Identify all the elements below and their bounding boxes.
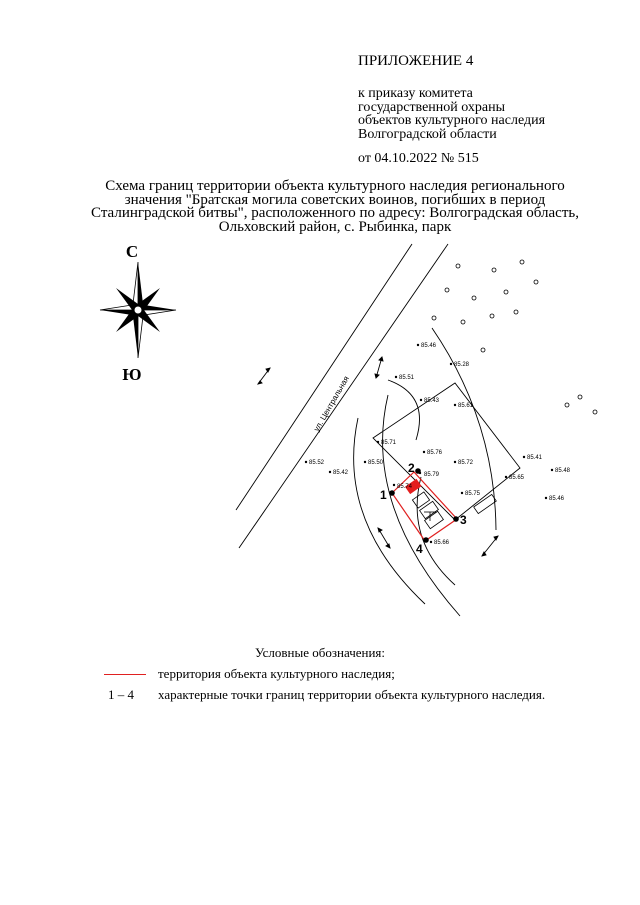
elevation-label: 85.48 xyxy=(555,468,571,474)
elevation-label: 85.75 xyxy=(465,491,481,497)
elevation-label: 85.74 xyxy=(397,484,413,490)
elevation-label: 85.41 xyxy=(527,455,543,461)
elevation-label: 85.61 xyxy=(458,403,474,409)
elevation-label: 85.52 xyxy=(309,460,325,466)
elevation-label: 85.51 xyxy=(399,375,415,381)
elevation-label: 85.71 xyxy=(381,440,397,446)
boundary-point-label: 2 xyxy=(408,461,415,475)
order-line: к приказу комитета xyxy=(358,86,473,101)
elevation-label: 85.79 xyxy=(424,472,440,478)
scheme-title-line: Ольховский район, с. Рыбинка, парк xyxy=(218,218,452,235)
compass-south-label: Ю xyxy=(122,365,142,384)
legend-points-code: 1 – 4 xyxy=(108,687,134,702)
compass-rose-icon xyxy=(100,242,176,384)
legend-title: Условные обозначения: xyxy=(254,645,386,660)
order-date: от 04.10.2022 № 515 xyxy=(358,151,479,166)
elevation-label: 85.66 xyxy=(434,540,450,546)
elevation-label: 85.46 xyxy=(421,343,437,349)
street-lines xyxy=(236,244,448,548)
street-label: ул. Центральная xyxy=(311,374,351,433)
park-outline xyxy=(373,383,520,520)
compass-north-label: С xyxy=(125,242,139,261)
boundary-point-label: 1 xyxy=(380,488,387,502)
elevation-label: 85.50 xyxy=(368,460,384,466)
boundary-points xyxy=(389,468,459,543)
legend-boundary-text: территория объекта культурного наследия; xyxy=(158,666,395,681)
appendix-title: ПРИЛОЖЕНИЕ 4 xyxy=(358,53,474,69)
elevation-label: 85.46 xyxy=(549,496,565,502)
order-line: государственной охраны xyxy=(358,99,506,115)
elevation-label: 85.76 xyxy=(427,450,443,456)
tree-markers xyxy=(432,260,597,414)
scheme-title-line: Схема границ территории объекта культурного наследия регионального xyxy=(105,178,565,194)
elevation-label: 85.43 xyxy=(424,398,440,404)
protected-boundary xyxy=(392,472,457,541)
elevation-label: 85.28 xyxy=(454,362,470,368)
order-line: объектов культурного наследия xyxy=(358,113,546,128)
scheme-title-line: значения "Братская могила советских воинов, погибших в период xyxy=(124,191,546,208)
legend-points-text: характерные точки границ территории объекта культурного наследия. xyxy=(158,687,546,702)
elevation-label: 85.72 xyxy=(458,460,474,466)
boundary-point-label: 4 xyxy=(416,542,423,556)
boundary-point-label: 3 xyxy=(460,513,467,527)
order-line: Волгоградской области xyxy=(358,126,497,142)
elevation-marks xyxy=(305,343,571,546)
legend-boundary-line-icon xyxy=(104,674,146,675)
elevation-label: 85.42 xyxy=(333,470,349,476)
scheme-title-line: Сталинградской битвы", расположенного по адресу: Волгоградская область, xyxy=(91,205,579,221)
elevation-label: 85.65 xyxy=(509,475,525,481)
